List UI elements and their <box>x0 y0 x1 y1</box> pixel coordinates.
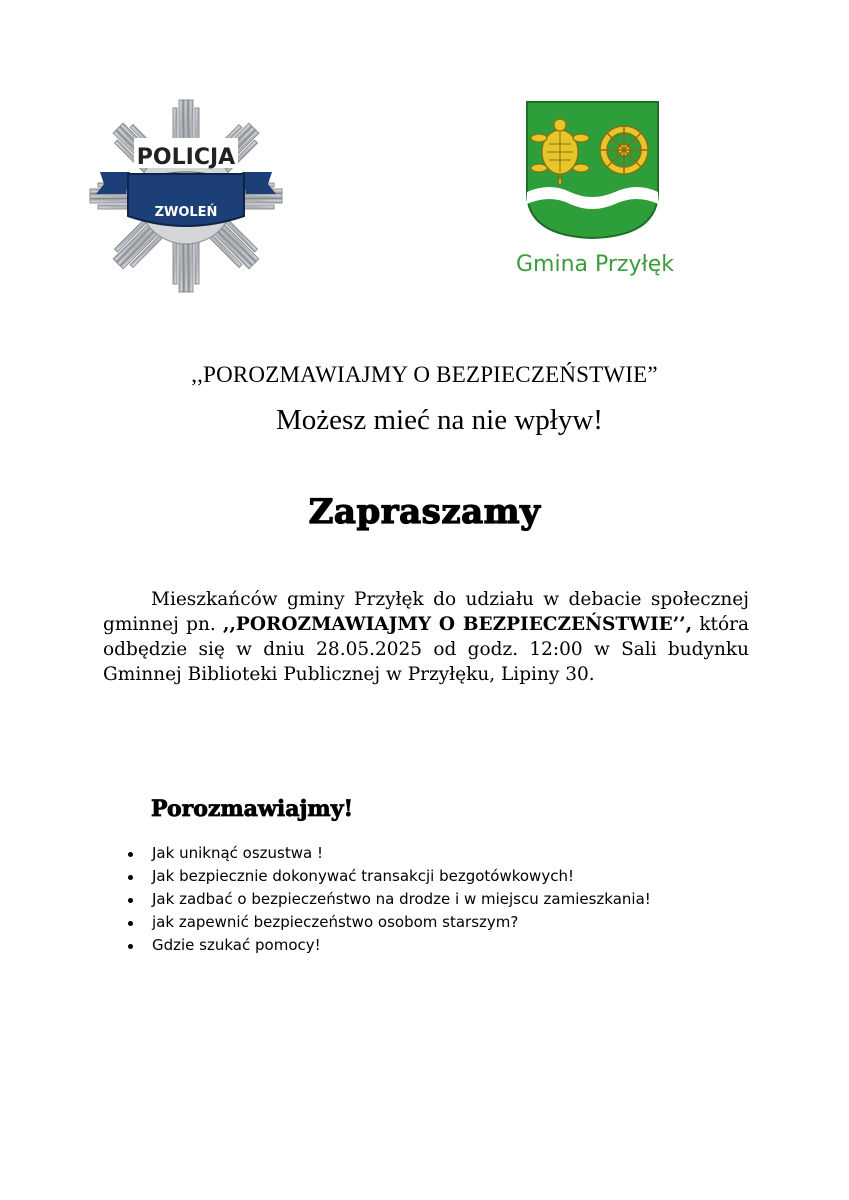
topics-list <box>128 842 651 957</box>
invite-paragraph <box>103 587 749 687</box>
list-item: Jak uniknąć oszustwa ! <box>128 842 651 865</box>
paragraph-part-1: Mieszkańców gminy Przyłęk do udziału w debacie społecznej gminnej pn. <box>103 589 749 635</box>
paragraph-bold-title: ,,POROZMAWIAJMY O BEZPIECZEŃSTWIE’’, <box>223 614 693 635</box>
police-logo-title: POLICJA <box>136 145 236 170</box>
list-item: Gdzie szukać pomocy! <box>128 934 651 957</box>
list-item: Jak bezpiecznie dokonywać transakcji bezgotówkowych! <box>128 865 651 888</box>
gmina-name: Gmina Przyłęk <box>515 252 675 277</box>
subheadline: Możesz mieć na nie wpływ! <box>276 404 603 436</box>
list-item: Jak zadbać o bezpieczeństwo na drodze i w miejscu zamieszkania! <box>128 888 651 911</box>
list-item: jak zapewnić bezpieczeństwo osobom starszym? <box>128 911 651 934</box>
police-star-logo <box>82 98 290 294</box>
headline: ,,POROZMAWIAJMY O BEZPIECZEŃSTWIE” <box>191 362 658 387</box>
police-logo-city: ZWOLEŃ <box>154 205 218 220</box>
list-heading: Porozmawiajmy! <box>151 796 354 822</box>
invite-title: Zapraszamy <box>308 492 541 532</box>
paragraph-part-2: która odbędzie się w dniu 28.05.2025 od godz. 12:00 w Sali budynku Gminnej Biblioteki Publicznej w Przyłęku, Lipiny 30. <box>103 614 749 685</box>
gmina-coat-of-arms <box>525 100 660 240</box>
